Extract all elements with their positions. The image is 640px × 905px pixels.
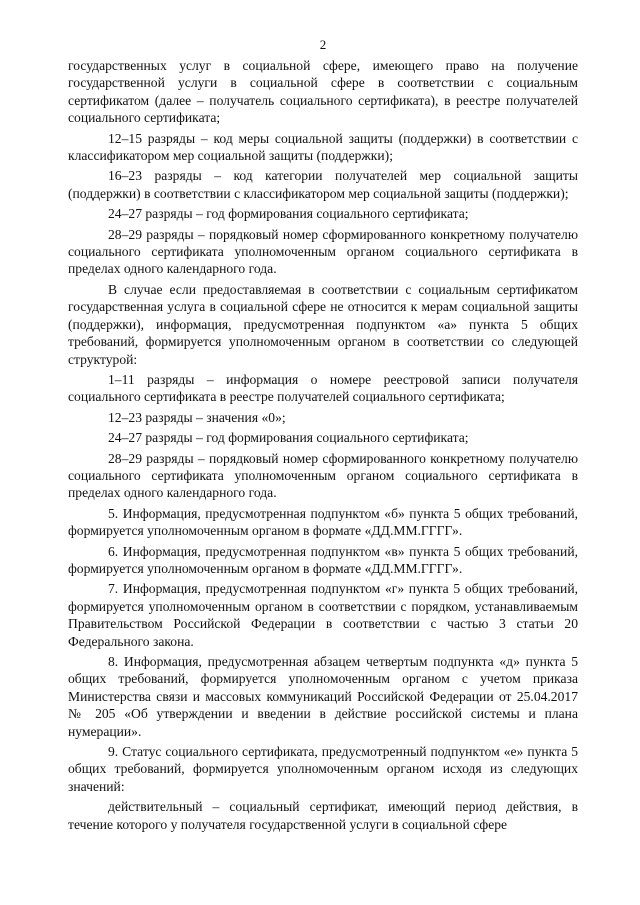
paragraph: 6. Информация, предусмотренная подпунктом «в» пункта 5 общих требований, формируется уполномоченным органом в формате «ДД.ММ.ГГГГ». [68, 543, 578, 576]
paragraph: 12–15 разряды – код меры социальной защиты (поддержки) в соответствии с классификатором мер социальной защиты (поддержки); [68, 130, 578, 164]
paragraph: 9. Статус социального сертификата, предусмотренный подпунктом «е» пункта 5 общих требований, формируется уполномоченным органом исходя из следующих значений: [68, 744, 578, 794]
document-body [68, 57, 578, 833]
page-number: 2 [319, 37, 327, 52]
paragraph: 28–29 разряды – порядковый номер сформированного конкретному получателю социального сертификата уполномоченным органом социального сертификата в пределах одного календарного года. [68, 450, 578, 501]
paragraph: 16–23 разряды – код категории получателей мер социальной защиты (поддержки) в соответствии с классификатором мер социальной защиты (поддержки); [68, 168, 578, 201]
paragraph: 28–29 разряды – порядковый номер сформированного конкретному получателю социального сертификата уполномоченным органом социального сертификата в пределах одного календарного года. [68, 226, 578, 277]
paragraph: 24–27 разряды – год формирования социального сертификата; [108, 206, 469, 222]
paragraph: действительный – социальный сертификат, имеющий период действия, в течение которого у получателя государственной услуги в социальной сфере [68, 799, 578, 832]
paragraph: 1–11 разряды – информация о номере реестровой записи получателя социального сертификата в реестре получателей социального сертификата; [68, 371, 578, 405]
paragraph: государственных услуг в социальной сфере, имеющего право на получение государственной услуги в социальной сфере в соответствии с социальным сертификатом (далее – получатель социального сертификата), в реестре получателей социального сертификата; [68, 58, 578, 126]
paragraph: 8. Информация, предусмотренная абзацем четвертым подпункта «д» пункта 5 общих требований, формируется уполномоченным органом с учетом приказа Министерства связи и массовых коммуникаций Российской Федерации от 25.04.2017 № 205 «Об утверждении и введении в действие российской системы и плана нумерации». [68, 654, 578, 739]
paragraph: 5. Информация, предусмотренная подпунктом «б» пункта 5 общих требований, формируется уполномоченным органом в формате «ДД.ММ.ГГГГ». [68, 505, 578, 539]
paragraph: В случае если предоставляемая в соответствии с социальным сертификатом государственная услуга в социальной сфере не относится к мерам социальной защиты (поддержки), информация, предусмотренная подпунктом «а» пункта 5 общих требований, формируется уполномоченным органом в соответствии со следующей структурой: [68, 281, 578, 367]
paragraph: 7. Информация, предусмотренная подпунктом «г» пункта 5 общих требований, формируется уполномоченным органом в соответствии с порядком, устанавливаемым Правительством Российской Федерации в соответствии с частью 3 статьи 20 Федерального закона. [68, 581, 578, 649]
paragraph: 12–23 разряды – значения «0»; [108, 409, 286, 425]
paragraph: 24–27 разряды – год формирования социального сертификата; [108, 430, 469, 446]
